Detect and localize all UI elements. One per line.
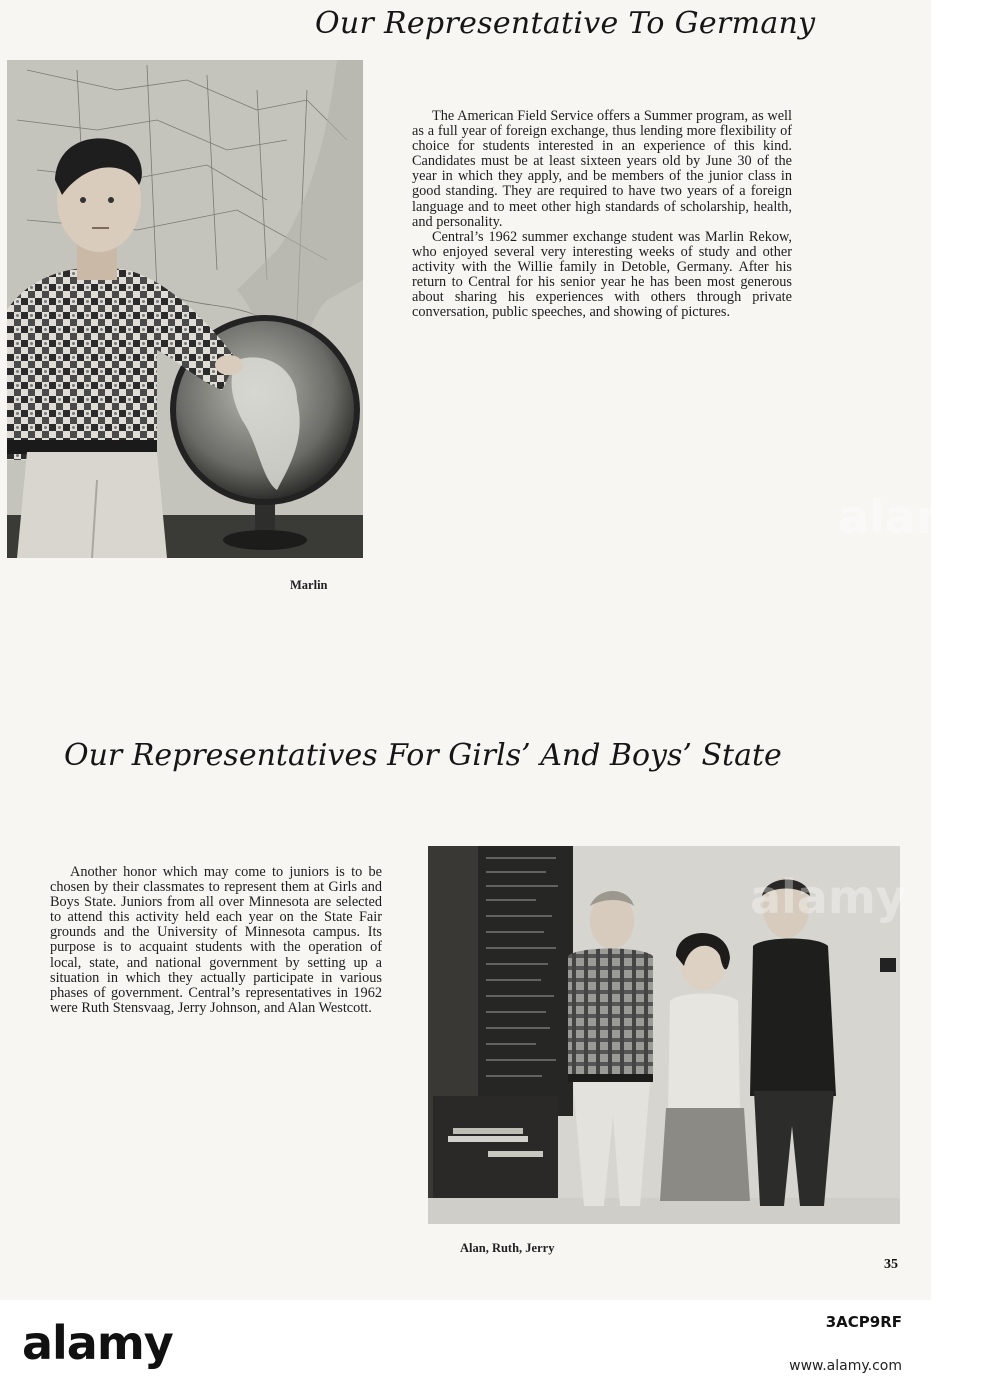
germany-title: Our Representative To Germany (315, 6, 816, 41)
state-title: Our Representatives For Girls’ And Boys’ State (64, 738, 782, 773)
watermark-alamy-2: alamy (750, 870, 906, 924)
alamy-logo: alamy (22, 1316, 173, 1370)
watermark-alamy-1: alamy (838, 490, 994, 544)
marlin-photo (7, 60, 363, 558)
state-article (50, 865, 382, 1016)
germany-paragraph-2: Central’s 1962 summer exchange student was Marlin Rekow, who enjoyed several very interesting weeks of study and other activity with the Willie family in Detoble, Germany. After his return to Central for his senior year he has been most generous about sharing his experiences with others through private conversation, public speeches, and showing of pictures. (412, 228, 792, 321)
germany-paragraph-1: The American Field Service offers a Summer program, as well as a full year of foreign exchange, thus lending more flexibility of choice for students interested in an experience of this kind. Candidates must be at least sixteen years old by June 30 of the year in which they apply, and be members of the junior class in good standing. They are required to have two years of a foreign language and to meet other high standards of scholarship, health, and personality. (412, 108, 792, 230)
stock-site-url: www.alamy.com (789, 1358, 902, 1374)
group-caption: Alan, Ruth, Jerry (460, 1241, 555, 1255)
page-number: 35 (884, 1257, 898, 1272)
state-paragraph: Another honor which may come to juniors is to be chosen by their classmates to represent them at Girls and Boys State. Juniors from all over Minnesota are selected to attend this activity held each year on the State Fair grounds and the University of Minnesota campus. Its purpose is to acquaint students with the operation of local, state, and national government by setting up a situation in which they actually participate in various phases of government. Central’s representatives in 1962 were Ruth Stensvaag, Jerry Johnson, and Alan Westcott. (50, 864, 382, 1016)
germany-article (412, 109, 792, 320)
stock-image-id: 3ACP9RF (825, 1313, 902, 1331)
marlin-caption: Marlin (290, 578, 328, 592)
